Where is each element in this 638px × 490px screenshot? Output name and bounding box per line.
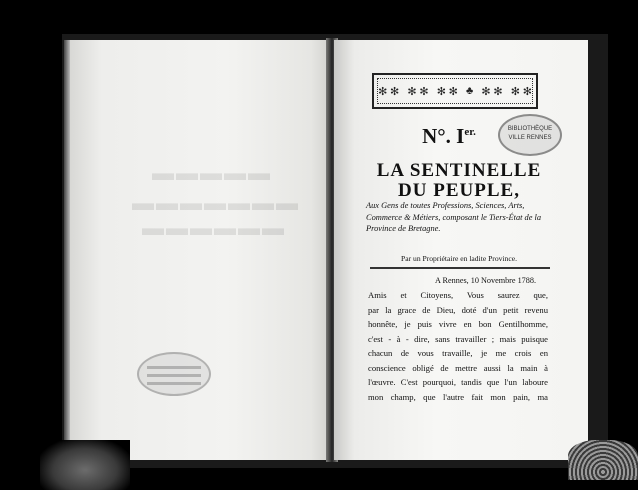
dateline: A Rennes, 10 Novembre 1788.: [435, 276, 536, 285]
body-line: l'œuvre. C'est pourquoi, tandis que l'un laboure: [368, 377, 548, 387]
body-line: c'est - à - dire, sans travailler ; mais puisque: [368, 333, 548, 344]
title-line-1: LA SENTINELLE: [376, 160, 542, 181]
body-text: [368, 288, 548, 404]
bleed-through-text: ▬▬▬▬▬▬▬: [130, 190, 298, 215]
body-line: conscience obligé de mettre aussi la main à: [368, 362, 548, 373]
divider: [370, 267, 550, 269]
issue-number: N°. $I^{er.}$: [422, 124, 476, 148]
subtitle: Aux Gens de toutes Professions, Sciences, Arts, Commerce & Métiers, composant le Tiers-État de la Province de Bretagne.: [366, 201, 542, 233]
title-line-2: DU PEUPLE,: [398, 180, 520, 201]
body-line: honnête, je puis vivre en bon Gentilhomme,: [368, 319, 548, 329]
bleed-through-text: ▬▬▬▬▬▬: [140, 215, 284, 240]
left-page: [70, 40, 332, 460]
thumb-right: [568, 440, 638, 480]
body-line: mon champ, que l'autre fait mon pain, ma: [368, 391, 548, 402]
bleed-through-text: ▬▬▬▬▬: [150, 160, 270, 185]
body-line: par la grace de Dieu, doté d'un petit revenu: [368, 304, 548, 315]
thumb-left: [40, 440, 130, 490]
decorative-ornament: ✻ ✻ ✻ ✻ ✻ ✻ ♣ ✻ ✻ ✻ ✻: [372, 73, 538, 109]
byline: Par un Propriétaire en ladite Province.: [401, 254, 517, 263]
body-line: chacun de vous travaille, je me crois en: [368, 348, 548, 358]
body-line: Amis et Citoyens, Vous saurez que,: [368, 290, 548, 300]
library-stamp-right: BIBLIOTHÈQUE VILLE RENNES: [498, 114, 562, 156]
library-stamp: [137, 352, 211, 396]
